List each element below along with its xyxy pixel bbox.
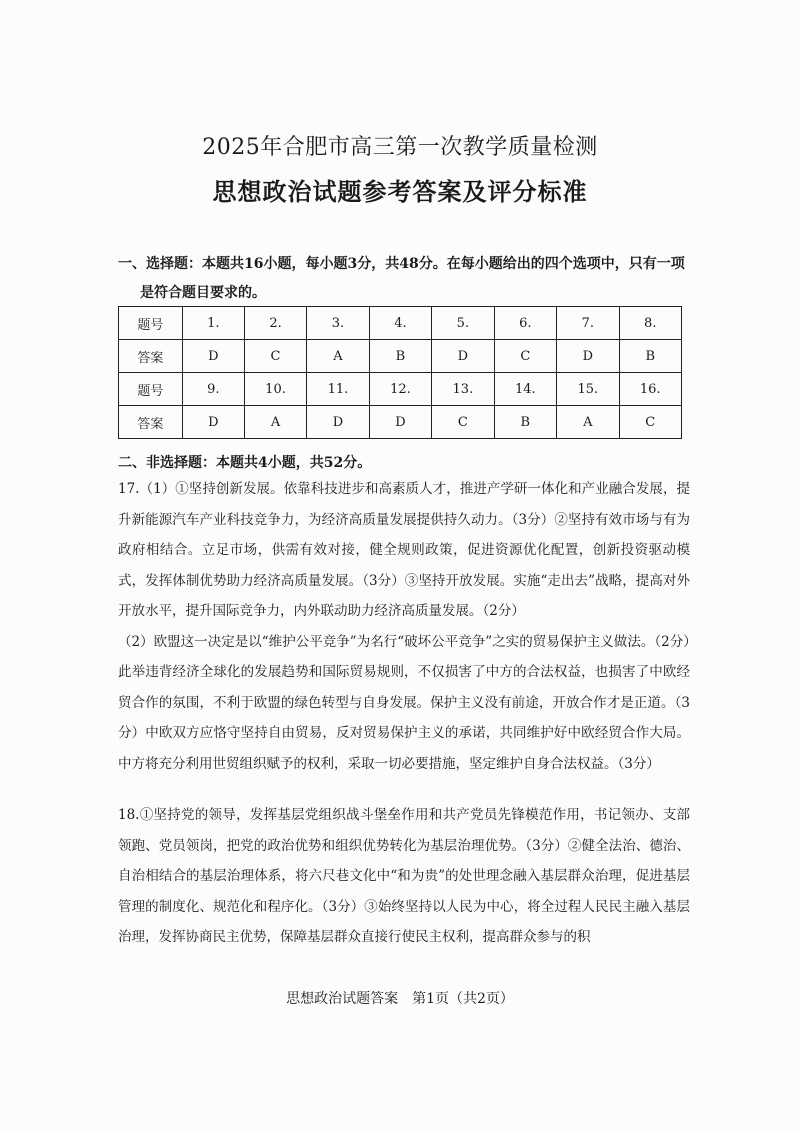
q18-text: 18.①坚持党的领导，发挥基层党组织战斗堡垒作用和共产党员先锋模范作用，书记领办、支部领跑、党员领岗，把党的政治优势和组织优势转化为基层治理优势。（3分）②健全法治、德治、自治相结合的基层治理体系，将六尺巷文化中“和为贵”的处世理念融入基层群众治理，促进基层管理的制度化、规范化和程序化。（3分）③始终坚持以人民为中心，将全过程人民民主融入基层治理，发挥协商民主优势，保障基层群众直接行使民主权利，提高群众参与的积 bbox=[118, 807, 690, 945]
row-label: 答案 bbox=[119, 406, 183, 439]
table-cell: 13. bbox=[432, 373, 494, 406]
row-label: 答案 bbox=[119, 340, 183, 373]
table-cell: C bbox=[432, 406, 494, 439]
table-cell: 14. bbox=[494, 373, 556, 406]
section1-line1: 一、选择题：本题共16小题，每小题3分，共48分。在每小题给出的四个选项中，只有一项 bbox=[118, 256, 685, 272]
table-cell: D bbox=[182, 340, 244, 373]
table-cell: 11. bbox=[307, 373, 369, 406]
table-cell: 2. bbox=[244, 307, 306, 340]
table-cell: D bbox=[432, 340, 494, 373]
table-cell: 16. bbox=[619, 373, 681, 406]
table-cell: C bbox=[244, 340, 306, 373]
table-cell: A bbox=[244, 406, 306, 439]
question-17-answer bbox=[118, 474, 690, 779]
table-cell: 4. bbox=[369, 307, 431, 340]
table-cell: D bbox=[557, 340, 619, 373]
section2-heading: 二、非选择题：本题共4小题，共52分。 bbox=[118, 455, 372, 471]
table-row bbox=[119, 307, 682, 340]
table-cell: A bbox=[307, 340, 369, 373]
table-cell: 1. bbox=[182, 307, 244, 340]
table-cell: B bbox=[369, 340, 431, 373]
table-cell: 5. bbox=[432, 307, 494, 340]
table-cell: C bbox=[494, 340, 556, 373]
table-cell: 15. bbox=[557, 373, 619, 406]
table-cell: D bbox=[369, 406, 431, 439]
table-cell: 7. bbox=[557, 307, 619, 340]
section1-instructions bbox=[118, 250, 698, 308]
table-cell: B bbox=[494, 406, 556, 439]
table-cell: 10. bbox=[244, 373, 306, 406]
table-row bbox=[119, 406, 682, 439]
table-row bbox=[119, 340, 682, 373]
table-row bbox=[119, 373, 682, 406]
q17-part1: 17.（1）①坚持创新发展。依靠科技进步和高素质人才，推进产学研一体化和产业融合发展，提升新能源汽车产业科技竞争力，为经济高质量发展提供持久动力。（3分）②坚持有效市场与有为政府相结合。立足市场，供需有效对接，健全规则政策，促进资源优化配置，创新投资驱动模式，发挥体制优势助力经济高质量发展。（3分）③坚持开放发展。实施“走出去”战略，提高对外开放水平，提升国际竞争力，内外联动助力经济高质量发展。（2分） bbox=[118, 481, 690, 619]
table-cell: B bbox=[619, 340, 681, 373]
answer-table bbox=[118, 306, 682, 439]
table-cell: 6. bbox=[494, 307, 556, 340]
table-cell: 9. bbox=[182, 373, 244, 406]
table-cell: D bbox=[182, 406, 244, 439]
document-subtitle: 思想政治试题参考答案及评分标准 bbox=[212, 177, 588, 206]
exam-title: 2025年合肥市高三第一次教学质量检测 bbox=[202, 135, 598, 160]
section1-line2: 是符合题目要求的。 bbox=[140, 285, 266, 301]
question-18-answer bbox=[118, 800, 690, 953]
table-cell: C bbox=[619, 406, 681, 439]
table-cell: 12. bbox=[369, 373, 431, 406]
page-footer: 思想政治试题答案 第1页（共2页） bbox=[286, 991, 514, 1007]
table-cell: 8. bbox=[619, 307, 681, 340]
table-cell: 3. bbox=[307, 307, 369, 340]
row-label: 题号 bbox=[119, 373, 183, 406]
q17-part2: （2）欧盟这一决定是以“维护公平竞争”为名行“破坏公平竞争”之实的贸易保护主义做法。（2分）此举违背经济全球化的发展趋势和国际贸易规则，不仅损害了中方的合法权益，也损害了中欧经贸合作的氛围，不利于欧盟的绿色转型与自身发展。保护主义没有前途，开放合作才是正道。（3分）中欧双方应恪守坚持自由贸易，反对贸易保护主义的承诺，共同维护好中欧经贸合作大局。中方将充分利用世贸组织赋予的权利，采取一切必要措施，坚定维护自身合法权益。（3分） bbox=[118, 633, 690, 772]
row-label: 题号 bbox=[119, 307, 183, 340]
table-cell: D bbox=[307, 406, 369, 439]
table-cell: A bbox=[557, 406, 619, 439]
